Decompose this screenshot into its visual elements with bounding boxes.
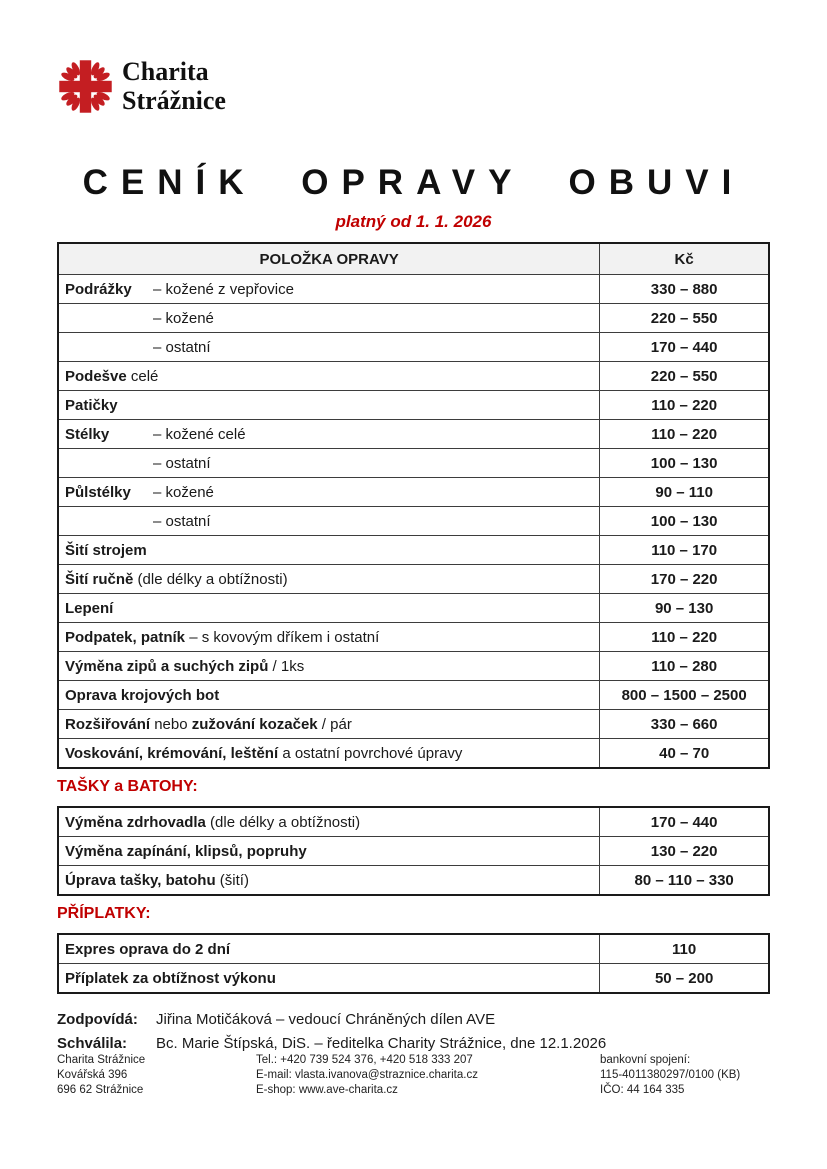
approved-label: Schválila: [57, 1035, 128, 1052]
approved-name: Bc. Marie Štípská, DiS. – ředitelka Charity Strážnice, dne 12.1.2026 [156, 1035, 607, 1052]
item-term: Expres oprava do 2 dní [65, 940, 231, 958]
footer-city: 696 62 Strážnice [57, 1083, 144, 1096]
signature-block [57, 1011, 770, 1052]
item-cell [58, 866, 600, 896]
section-title-surcharges: PŘÍPLATKY: [57, 905, 151, 922]
validity-subtitle: platný od 1. 1. 2026 [335, 212, 492, 231]
organization-name-line2: Strážnice [122, 86, 226, 115]
table-row [58, 420, 769, 449]
item-cell [58, 623, 600, 652]
item-detail: celé [126, 367, 159, 385]
table-row [58, 362, 769, 391]
price-cell: 90 – 130 [600, 594, 769, 623]
section-title-bags: TAŠKY a BATOHY: [57, 778, 198, 795]
bags-price-table [57, 806, 770, 896]
price-cell: 130 – 220 [600, 837, 769, 866]
price-cell: 110 [600, 934, 769, 964]
item-cell [58, 964, 600, 994]
price-cell: 110 – 220 [600, 420, 769, 449]
price-cell: 40 – 70 [600, 739, 769, 769]
price-cell: 170 – 440 [600, 807, 769, 837]
price-cell: 330 – 660 [600, 710, 769, 739]
item-term: Výměna zdrhovadla [65, 813, 206, 831]
item-term: Úprava tašky, batohu [65, 871, 216, 889]
item-cell [58, 478, 600, 507]
price-cell: 220 – 550 [600, 362, 769, 391]
item-cell [58, 594, 600, 623]
price-cell: 110 – 220 [600, 623, 769, 652]
item-detail: (dle délky a obtížnosti) [133, 570, 288, 588]
item-cell [58, 652, 600, 681]
table-row [58, 964, 769, 994]
footer [57, 1053, 770, 1098]
approved-row [57, 1035, 770, 1052]
item-term: zužování kozaček [191, 715, 318, 733]
item-cell [58, 449, 600, 478]
price-cell: 100 – 130 [600, 507, 769, 536]
item-term: Patičky [65, 396, 118, 414]
table-header-row [58, 243, 769, 275]
caritas-cross-flames-icon [57, 58, 114, 115]
item-term: Půlstélky [65, 483, 131, 501]
item-cell [58, 275, 600, 304]
column-header-price: Kč [600, 243, 769, 275]
item-detail: / pár [317, 715, 352, 733]
item-cell [58, 739, 600, 769]
responsible-label: Zodpovídá: [57, 1011, 138, 1028]
item-cell [58, 837, 600, 866]
item-cell [58, 304, 600, 333]
price-cell: 100 – 130 [600, 449, 769, 478]
item-term: Šití strojem [65, 541, 147, 559]
price-cell: 110 – 280 [600, 652, 769, 681]
footer-ico: IČO: 44 164 335 [600, 1083, 685, 1096]
item-cell [58, 391, 600, 420]
item-term: Podrážky [65, 280, 132, 298]
table-row [58, 681, 769, 710]
item-detail: – ostatní [153, 454, 211, 472]
table-row [58, 391, 769, 420]
item-detail: – kožené [153, 309, 214, 327]
table-row [58, 807, 769, 837]
item-detail: / 1ks [268, 657, 305, 675]
table-row [58, 652, 769, 681]
item-term: Stélky [65, 425, 110, 443]
item-cell [58, 565, 600, 594]
price-cell: 110 – 170 [600, 536, 769, 565]
item-term: Šití ručně [65, 570, 134, 588]
item-cell [58, 710, 600, 739]
organization-name-line1: Charita [122, 56, 209, 86]
item-detail: (dle délky a obtížnosti) [205, 813, 361, 831]
item-detail: nebo [150, 715, 192, 733]
item-cell [58, 420, 600, 449]
footer-eshop: E-shop: www.ave-charita.cz [256, 1083, 398, 1096]
main-price-table [57, 242, 770, 769]
item-cell [58, 934, 600, 964]
item-term: Příplatek za obtížnost výkonu [65, 969, 276, 987]
column-header-item: POLOŽKA OPRAVY [58, 243, 600, 275]
footer-contact [256, 1053, 600, 1098]
item-detail: – kožené [153, 483, 214, 501]
footer-bank-label: bankovní spojení: [600, 1054, 691, 1066]
item-term: Lepení [65, 599, 114, 617]
footer-bank [600, 1053, 770, 1098]
price-cell: 50 – 200 [600, 964, 769, 994]
table-row [58, 866, 769, 896]
item-detail: – ostatní [153, 512, 211, 530]
table-row [58, 710, 769, 739]
price-cell: 170 – 220 [600, 565, 769, 594]
table-row [58, 507, 769, 536]
item-cell [58, 333, 600, 362]
price-cell: 170 – 440 [600, 333, 769, 362]
item-term: Podpatek, patník [65, 628, 186, 646]
price-cell: 330 – 880 [600, 275, 769, 304]
price-cell: 800 – 1500 – 2500 [600, 681, 769, 710]
item-term: Podešve [65, 367, 127, 385]
item-term: Výměna zapínání, klipsů, popruhy [65, 842, 307, 860]
footer-street: Kovářská 396 [57, 1068, 128, 1081]
item-detail: – ostatní [153, 338, 211, 356]
table-row [58, 623, 769, 652]
table-row [58, 536, 769, 565]
item-cell [58, 681, 600, 710]
table-row [58, 739, 769, 769]
price-cell: 80 – 110 – 330 [600, 866, 769, 896]
responsible-row [57, 1011, 770, 1028]
item-term: Výměna zipů a suchých zipů [65, 657, 269, 675]
item-term: Voskování, krémování, leštění [65, 744, 279, 762]
table-row [58, 304, 769, 333]
organization-name [122, 57, 226, 115]
table-row [58, 478, 769, 507]
footer-org-name: Charita Strážnice [57, 1054, 146, 1066]
footer-bank-account: 115-4011380297/0100 (KB) [600, 1068, 741, 1081]
item-term: Rozšiřování [65, 715, 151, 733]
item-detail: – kožené celé [153, 425, 246, 443]
table-row [58, 837, 769, 866]
item-detail: – s kovovým dříkem i ostatní [185, 628, 380, 646]
price-cell: 90 – 110 [600, 478, 769, 507]
item-detail: (šití) [215, 871, 249, 889]
footer-phone: Tel.: +420 739 524 376, +420 518 333 207 [256, 1054, 473, 1066]
price-cell: 220 – 550 [600, 304, 769, 333]
table-row [58, 565, 769, 594]
table-row [58, 333, 769, 362]
footer-email: E-mail: vlasta.ivanova@straznice.charita.cz [256, 1068, 478, 1081]
charita-logo [57, 57, 770, 115]
item-term: Oprava krojových bot [65, 686, 220, 704]
item-cell [58, 362, 600, 391]
price-cell: 110 – 220 [600, 391, 769, 420]
responsible-name: Jiřina Motičáková – vedoucí Chráněných dílen AVE [156, 1011, 496, 1028]
item-cell [58, 507, 600, 536]
item-cell [58, 807, 600, 837]
table-row [58, 934, 769, 964]
page-title: CENÍK OPRAVY OBUVI [82, 163, 745, 202]
table-row [58, 594, 769, 623]
surcharges-price-table [57, 933, 770, 994]
item-detail: – kožené z vepřovice [153, 280, 294, 298]
item-detail: a ostatní povrchové úpravy [278, 744, 463, 762]
item-cell [58, 536, 600, 565]
table-row [58, 275, 769, 304]
table-row [58, 449, 769, 478]
footer-address [57, 1053, 256, 1098]
